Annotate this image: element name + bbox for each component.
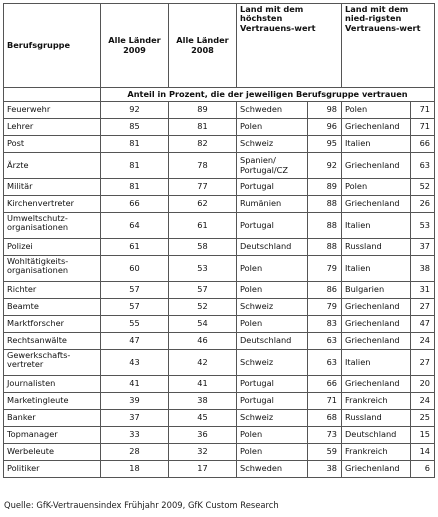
cell-2009: 57 xyxy=(101,299,169,316)
subheader-text: Anteil in Prozent, die der jeweiligen Berufsgruppe vertrauen xyxy=(101,88,435,102)
table-row xyxy=(4,333,435,350)
cell-berufsgruppe: Lehrer xyxy=(4,119,101,136)
cell-lowest-value: 31 xyxy=(411,282,435,299)
cell-2008: 57 xyxy=(169,282,237,299)
cell-2008: 58 xyxy=(169,239,237,256)
source-note: Quelle: GfK-Vertrauensindex Frühjahr 2009, GfK Custom Research xyxy=(4,500,279,510)
cell-2008: 61 xyxy=(169,213,237,239)
cell-highest-value: 89 xyxy=(308,179,342,196)
cell-lowest-value: 63 xyxy=(411,153,435,179)
cell-highest-value: 86 xyxy=(308,282,342,299)
cell-lowest-value: 66 xyxy=(411,136,435,153)
subheader-empty-cell xyxy=(4,88,101,102)
cell-berufsgruppe: Kirchenvertreter xyxy=(4,196,101,213)
cell-2009: 39 xyxy=(101,393,169,410)
cell-lowest-value: 71 xyxy=(411,102,435,119)
cell-2008: 89 xyxy=(169,102,237,119)
cell-highest-country: Schweden xyxy=(237,461,308,478)
cell-2008: 52 xyxy=(169,299,237,316)
cell-highest-value: 59 xyxy=(308,444,342,461)
cell-lowest-value: 15 xyxy=(411,427,435,444)
cell-2008: 81 xyxy=(169,119,237,136)
cell-2009: 81 xyxy=(101,179,169,196)
cell-2009: 18 xyxy=(101,461,169,478)
cell-2008: 32 xyxy=(169,444,237,461)
table-row xyxy=(4,196,435,213)
cell-lowest-value: 26 xyxy=(411,196,435,213)
cell-2009: 47 xyxy=(101,333,169,350)
cell-highest-country: Rumänien xyxy=(237,196,308,213)
cell-2008: 36 xyxy=(169,427,237,444)
header-2009: Alle Länder 2009 xyxy=(101,4,169,88)
cell-lowest-country: Frankreich xyxy=(342,393,411,410)
table-body xyxy=(4,102,435,478)
cell-berufsgruppe: Richter xyxy=(4,282,101,299)
cell-lowest-country: Polen xyxy=(342,102,411,119)
cell-2009: 28 xyxy=(101,444,169,461)
cell-lowest-value: 27 xyxy=(411,350,435,376)
cell-lowest-country: Griechenland xyxy=(342,376,411,393)
cell-2008: 77 xyxy=(169,179,237,196)
header-berufsgruppe: Berufsgruppe xyxy=(4,4,101,88)
table-row xyxy=(4,299,435,316)
cell-berufsgruppe: Politiker xyxy=(4,461,101,478)
cell-lowest-value: 24 xyxy=(411,333,435,350)
table-row xyxy=(4,444,435,461)
cell-lowest-country: Italien xyxy=(342,256,411,282)
table-row xyxy=(4,427,435,444)
cell-berufsgruppe: Journalisten xyxy=(4,376,101,393)
cell-lowest-value: 6 xyxy=(411,461,435,478)
cell-highest-country: Polen xyxy=(237,427,308,444)
cell-highest-country: Polen xyxy=(237,316,308,333)
table-row xyxy=(4,316,435,333)
cell-highest-value: 88 xyxy=(308,239,342,256)
table-row xyxy=(4,350,435,376)
cell-berufsgruppe: Militär xyxy=(4,179,101,196)
cell-2008: 78 xyxy=(169,153,237,179)
table-row xyxy=(4,102,435,119)
cell-berufsgruppe: Umweltschutz-organisationen xyxy=(4,213,101,239)
cell-2008: 45 xyxy=(169,410,237,427)
cell-highest-country: Deutschland xyxy=(237,239,308,256)
trust-table xyxy=(3,3,435,478)
table-row xyxy=(4,461,435,478)
cell-berufsgruppe: Banker xyxy=(4,410,101,427)
cell-highest-value: 38 xyxy=(308,461,342,478)
cell-berufsgruppe: Feuerwehr xyxy=(4,102,101,119)
cell-lowest-value: 71 xyxy=(411,119,435,136)
cell-2009: 60 xyxy=(101,256,169,282)
cell-lowest-value: 24 xyxy=(411,393,435,410)
cell-highest-value: 71 xyxy=(308,393,342,410)
cell-highest-country: Polen xyxy=(237,119,308,136)
subheader-row xyxy=(4,88,435,102)
cell-berufsgruppe: Post xyxy=(4,136,101,153)
cell-highest-country: Spanien/ Portugal/CZ xyxy=(237,153,308,179)
cell-highest-value: 63 xyxy=(308,333,342,350)
cell-berufsgruppe: Polizei xyxy=(4,239,101,256)
table-row xyxy=(4,376,435,393)
table-row xyxy=(4,282,435,299)
cell-2009: 66 xyxy=(101,196,169,213)
cell-2008: 53 xyxy=(169,256,237,282)
table-row xyxy=(4,239,435,256)
cell-lowest-country: Griechenland xyxy=(342,461,411,478)
cell-berufsgruppe: Ärzte xyxy=(4,153,101,179)
cell-highest-country: Portugal xyxy=(237,179,308,196)
cell-berufsgruppe: Gewerkschafts-vertreter xyxy=(4,350,101,376)
header-highest-country: Land mit dem höchsten Vertrauens-wert xyxy=(237,4,342,88)
cell-highest-country: Polen xyxy=(237,444,308,461)
cell-berufsgruppe: Werbeleute xyxy=(4,444,101,461)
cell-lowest-value: 25 xyxy=(411,410,435,427)
cell-lowest-country: Griechenland xyxy=(342,196,411,213)
cell-highest-value: 73 xyxy=(308,427,342,444)
cell-2008: 17 xyxy=(169,461,237,478)
cell-lowest-country: Griechenland xyxy=(342,333,411,350)
cell-lowest-country: Griechenland xyxy=(342,119,411,136)
cell-berufsgruppe: Wohltätigkeits-organisationen xyxy=(4,256,101,282)
table-row xyxy=(4,213,435,239)
cell-highest-country: Schweiz xyxy=(237,350,308,376)
cell-highest-country: Polen xyxy=(237,282,308,299)
cell-lowest-value: 38 xyxy=(411,256,435,282)
cell-2009: 81 xyxy=(101,136,169,153)
cell-lowest-value: 14 xyxy=(411,444,435,461)
cell-highest-country: Portugal xyxy=(237,376,308,393)
table-row xyxy=(4,393,435,410)
cell-lowest-value: 27 xyxy=(411,299,435,316)
cell-lowest-country: Russland xyxy=(342,239,411,256)
cell-lowest-country: Italien xyxy=(342,213,411,239)
cell-lowest-country: Griechenland xyxy=(342,299,411,316)
table-row xyxy=(4,119,435,136)
cell-2009: 43 xyxy=(101,350,169,376)
cell-highest-country: Schweden xyxy=(237,102,308,119)
cell-lowest-value: 52 xyxy=(411,179,435,196)
cell-highest-value: 88 xyxy=(308,196,342,213)
cell-berufsgruppe: Marketingleute xyxy=(4,393,101,410)
table-row xyxy=(4,136,435,153)
cell-2009: 64 xyxy=(101,213,169,239)
cell-highest-country: Deutschland xyxy=(237,333,308,350)
cell-2008: 46 xyxy=(169,333,237,350)
cell-highest-value: 79 xyxy=(308,299,342,316)
cell-2009: 55 xyxy=(101,316,169,333)
cell-2008: 42 xyxy=(169,350,237,376)
cell-highest-country: Schweiz xyxy=(237,299,308,316)
cell-lowest-country: Bulgarien xyxy=(342,282,411,299)
cell-highest-country: Polen xyxy=(237,256,308,282)
table-row xyxy=(4,410,435,427)
cell-highest-country: Schweiz xyxy=(237,410,308,427)
cell-highest-value: 95 xyxy=(308,136,342,153)
cell-highest-value: 66 xyxy=(308,376,342,393)
cell-2009: 41 xyxy=(101,376,169,393)
header-lowest-country: Land mit dem nied-rigsten Vertrauens-wert xyxy=(342,4,435,88)
cell-2009: 85 xyxy=(101,119,169,136)
cell-highest-country: Schweiz xyxy=(237,136,308,153)
cell-highest-country: Portugal xyxy=(237,213,308,239)
cell-2009: 57 xyxy=(101,282,169,299)
cell-2009: 81 xyxy=(101,153,169,179)
table-row xyxy=(4,256,435,282)
cell-berufsgruppe: Rechtsanwälte xyxy=(4,333,101,350)
cell-highest-value: 63 xyxy=(308,350,342,376)
cell-berufsgruppe: Beamte xyxy=(4,299,101,316)
cell-2009: 92 xyxy=(101,102,169,119)
cell-highest-value: 79 xyxy=(308,256,342,282)
cell-highest-value: 83 xyxy=(308,316,342,333)
cell-highest-value: 98 xyxy=(308,102,342,119)
header-2008: Alle Länder 2008 xyxy=(169,4,237,88)
cell-highest-value: 88 xyxy=(308,213,342,239)
cell-highest-value: 92 xyxy=(308,153,342,179)
cell-lowest-country: Polen xyxy=(342,179,411,196)
cell-highest-country: Portugal xyxy=(237,393,308,410)
cell-berufsgruppe: Marktforscher xyxy=(4,316,101,333)
cell-berufsgruppe: Topmanager xyxy=(4,427,101,444)
table-row xyxy=(4,153,435,179)
cell-2009: 37 xyxy=(101,410,169,427)
cell-lowest-value: 53 xyxy=(411,213,435,239)
cell-lowest-value: 47 xyxy=(411,316,435,333)
cell-lowest-country: Russland xyxy=(342,410,411,427)
cell-2008: 62 xyxy=(169,196,237,213)
cell-lowest-country: Italien xyxy=(342,350,411,376)
cell-highest-value: 96 xyxy=(308,119,342,136)
cell-2009: 33 xyxy=(101,427,169,444)
cell-lowest-country: Italien xyxy=(342,136,411,153)
cell-2009: 61 xyxy=(101,239,169,256)
cell-lowest-value: 20 xyxy=(411,376,435,393)
cell-lowest-country: Deutschland xyxy=(342,427,411,444)
cell-lowest-country: Griechenland xyxy=(342,153,411,179)
cell-lowest-country: Griechenland xyxy=(342,316,411,333)
header-row xyxy=(4,4,435,88)
cell-2008: 41 xyxy=(169,376,237,393)
cell-highest-value: 68 xyxy=(308,410,342,427)
cell-2008: 38 xyxy=(169,393,237,410)
cell-lowest-country: Frankreich xyxy=(342,444,411,461)
table-row xyxy=(4,179,435,196)
trust-table-container xyxy=(3,3,435,478)
cell-2008: 82 xyxy=(169,136,237,153)
cell-2008: 54 xyxy=(169,316,237,333)
cell-lowest-value: 37 xyxy=(411,239,435,256)
